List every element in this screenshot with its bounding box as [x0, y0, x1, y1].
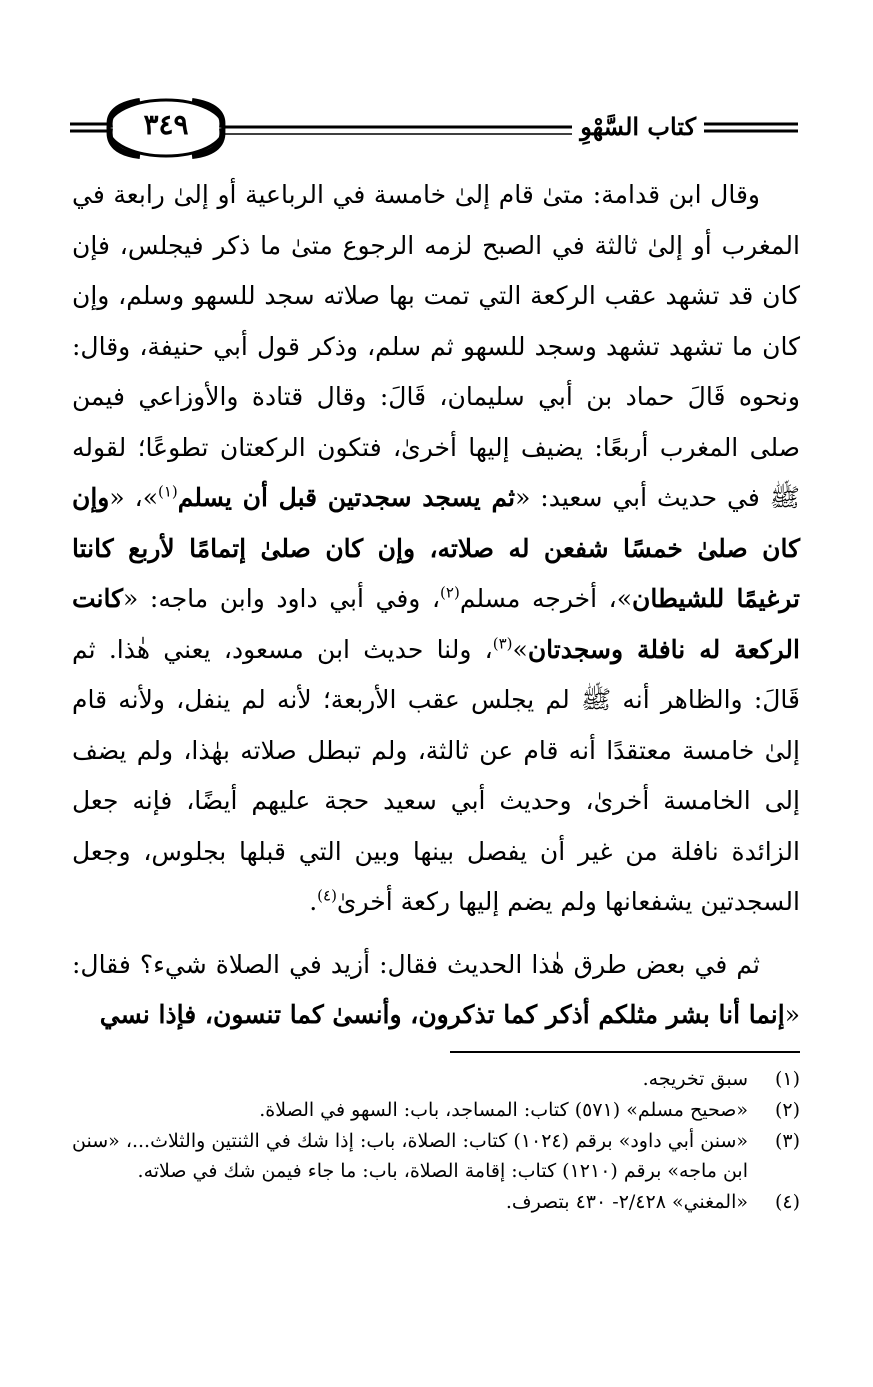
- main-text: [72, 170, 800, 1041]
- footnote-item: [72, 1187, 800, 1217]
- footnote-text: «سنن أبي داود» برقم (١٠٢٤) كتاب: الصلاة، باب: إذا شك في الثنتين والثلاث...، «سنن ابن ماجه» برقم (١٢١٠) كتاب: إقامة الصلاة، باب: ما جاء فيمن شك في صلاته.: [72, 1130, 748, 1182]
- footnote-text: «صحيح مسلم» (٥٧١) كتاب: المساجد، باب: السهو في الصلاة.: [259, 1099, 748, 1121]
- footnote-item: [72, 1126, 800, 1186]
- page-number: ٣٤٩: [143, 108, 189, 141]
- chapter-title: كتاب السَّهْوِ: [572, 112, 704, 141]
- text-run: »، «: [109, 483, 158, 512]
- footnote-text: سبق تخريجه.: [642, 1068, 748, 1090]
- text-run: ، وفي أبي داود وابن ماجه: «: [123, 584, 441, 613]
- hadith-quote: إنما أنا بشر مثلكم أذكر كما تذكرون، وأنسىٰ كما تنسون، فإذا نسي: [99, 1000, 785, 1029]
- hadith-quote: كانت الركعة له نافلة وسجدتان: [72, 584, 800, 664]
- paragraph-2: [72, 940, 800, 1041]
- paragraph-1: [72, 170, 800, 928]
- footnote-ref: (٤): [317, 886, 337, 905]
- footnote-ref: (٢): [440, 583, 460, 602]
- hadith-quote: ثم يسجد سجدتين قبل أن يسلم: [177, 483, 516, 512]
- footnote-item: [72, 1064, 800, 1094]
- text-run: »: [512, 634, 528, 664]
- text-run: »، أخرجه مسلم: [459, 584, 632, 613]
- footnote-number: (٤): [774, 1191, 800, 1213]
- text-run: وقال ابن قدامة: متىٰ قام إلىٰ خامسة في الرباعية أو إلىٰ رابعة في المغرب أو إلىٰ ثالثة في الصبح لزمه الرجوع متىٰ ما ذكر فيجلس، فإن كان قد تشهد عقب الركعة التي تمت بها صلاته سجد للسهو وسلم، وإن كان ما تشهد تشهد وسجد للسهو ثم سلم، وذكر قول أبي حنيفة، وقال: ونحوه قَالَ حماد بن أبي سليمان، قَالَ: وقال قتادة والأوزاعي فيمن صلى المغرب أربعًا: يضيف إليها أخرىٰ، فتكون الركعتان تطوعًا؛ لقوله ﷺ في حديث أبي سعيد: «: [72, 180, 800, 512]
- footnote-ref: (١): [158, 482, 178, 501]
- text-run: ثم في بعض طرق هٰذا الحديث فقال: أزيد في الصلاة شيء؟ فقال: «: [72, 949, 800, 1029]
- footnote-ref: (٣): [492, 634, 513, 653]
- text-run: .: [309, 887, 318, 916]
- hadith-quote: وإن كان صلىٰ خمسًا شفعن له صلاته، وإن كان صلىٰ إتمامًا لأربع كانتا ترغيمًا للشيطان: [72, 483, 800, 613]
- footnote-number: (٣): [774, 1130, 800, 1152]
- page-header: [70, 96, 800, 166]
- text-run: ، ولنا حديث ابن مسعود، يعني هٰذا. ثم قَالَ: والظاهر أنه ﷺ لم يجلس عقب الأربعة؛ لأنه لم ينفل، ولأنه قام إلىٰ خامسة معتقدًا أنه قام عن ثالثة، ولم تبطل صلاته بهٰذا، ولم يضف إلى الخامسة أخرىٰ، وحديث أبي سعيد حجة عليهم أيضًا، فإنه جعل الزائدة نافلة من غير أن يفصل بينها وبين التي قبلها بجلوس، وجعل السجدتين يشفعانها ولم يضم إليها ركعة أخرىٰ: [72, 634, 800, 916]
- footnotes: [72, 1064, 800, 1218]
- footnote-separator: [450, 1051, 800, 1053]
- footnote-number: (٢): [774, 1099, 800, 1121]
- footnote-item: [72, 1095, 800, 1125]
- footnote-number: (١): [774, 1068, 800, 1090]
- footnote-text: «المغني» ٢/٤٢٨- ٤٣٠ بتصرف.: [505, 1191, 748, 1213]
